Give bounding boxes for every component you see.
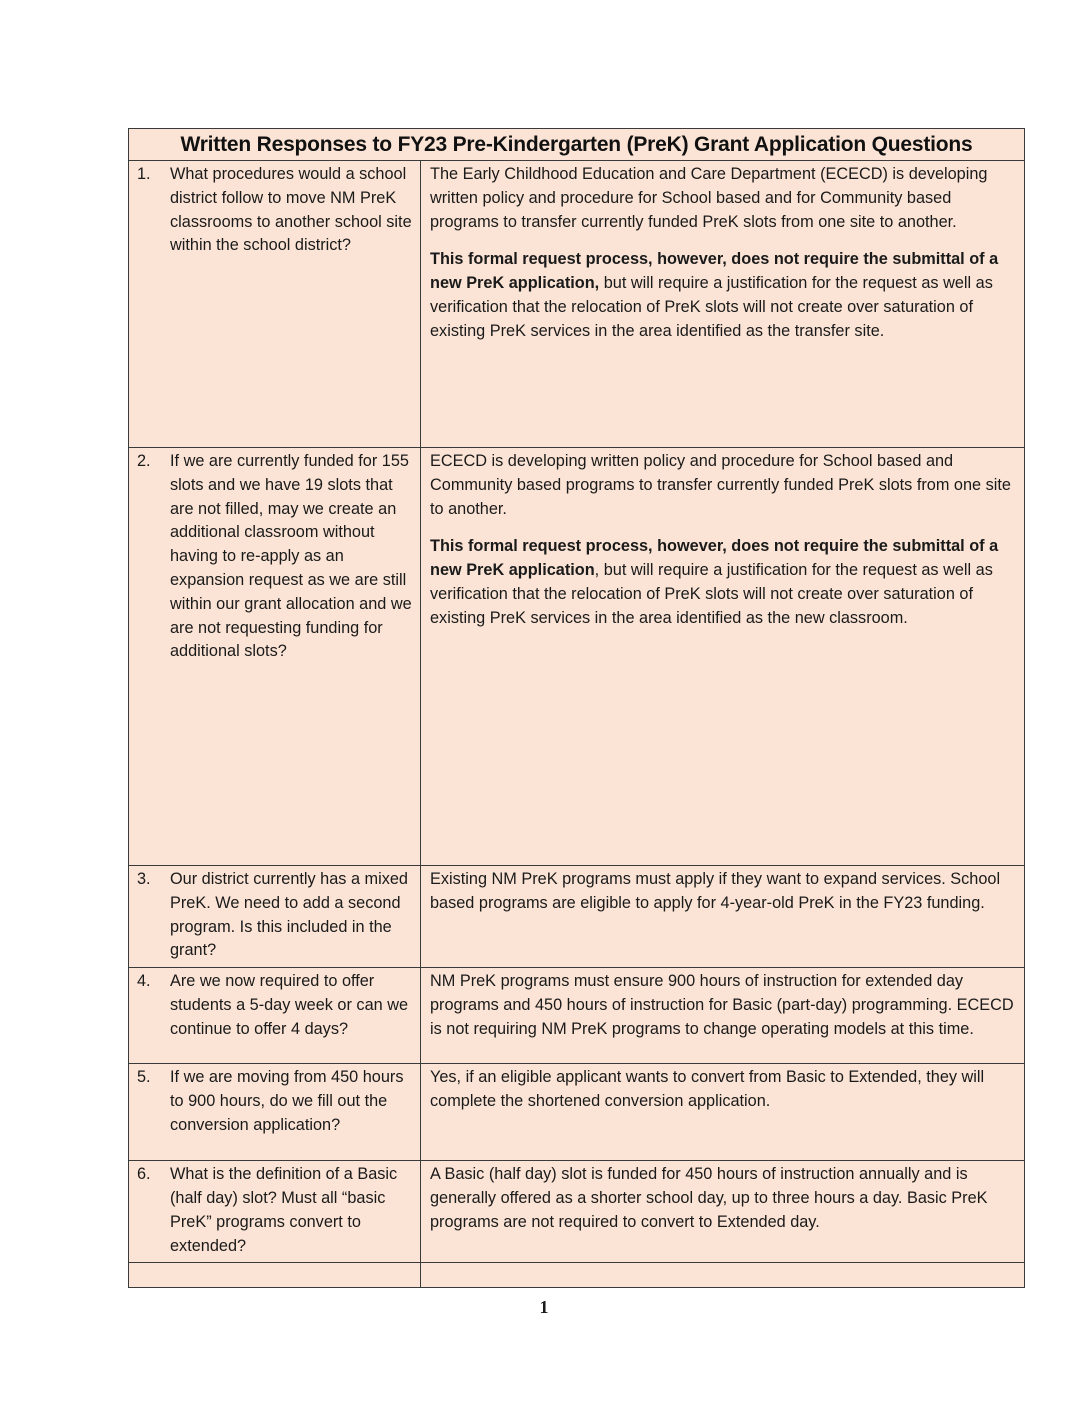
answer-text: A Basic (half day) slot is funded for 450 hours of instruction annually and is generally offered as a shorter school day, up to three hours a day. Basic PreK programs are not required to convert to Extended day. <box>430 1165 988 1231</box>
question-number: 1. <box>137 165 151 183</box>
question-cell <box>129 866 421 968</box>
table-title-row <box>129 129 1025 161</box>
question-text: Are we now required to offer students a 5-day week or can we continue to offer 4 days? <box>170 972 409 1038</box>
answer-text: , but will require a justification for the request as well as verification that the relocation of PreK slots will not create over saturation of existing PreK services in the area identified as the new classroom. <box>430 561 993 627</box>
answer-cell <box>421 968 1025 1064</box>
table-row <box>129 448 1025 866</box>
question-cell <box>129 1064 421 1161</box>
answer-paragraph <box>430 535 1016 630</box>
question-number: 4. <box>137 972 151 991</box>
table-row <box>129 1064 1025 1161</box>
question-number: 5. <box>137 1068 151 1087</box>
answer-text: Yes, if an eligible applicant wants to convert from Basic to Extended, they will complete the shortened conversion application. <box>430 1068 985 1110</box>
question-cell <box>129 161 421 448</box>
table-row <box>129 1161 1025 1263</box>
empty-cell <box>129 1263 421 1288</box>
empty-cell <box>421 1263 1025 1288</box>
answer-text: NM PreK programs must ensure 900 hours of instruction for extended day programs and 450 hours of instruction for Basic (part-day) programming. ECECD is not requiring NM PreK programs to change operating models at this time. <box>430 972 1014 1038</box>
answer-text: The Early Childhood Education and Care Department (ECECD) is developing written policy and procedure for School based and for Community based programs to transfer currently funded PreK slots from one site to another. <box>430 165 988 231</box>
question-number: 3. <box>137 870 151 888</box>
question-text: If we are moving from 450 hours to 900 hours, do we fill out the conversion application? <box>170 1068 404 1134</box>
question-cell <box>129 448 421 866</box>
table-row <box>129 161 1025 448</box>
question-text: If we are currently funded for 155 slots and we have 19 slots that are not filled, may we create an additional classroom without having to re-apply as an expansion request as we are still within our grant allocation and we are not requesting funding for additional slots? <box>170 452 412 661</box>
answer-cell <box>421 1161 1025 1263</box>
answer-bold-text: This formal request process, however, does not require the submittal of a new PreK application <box>430 537 999 580</box>
empty-table-row <box>129 1263 1025 1288</box>
answer-cell <box>421 866 1025 968</box>
question-text: Our district currently has a mixed PreK. We need to add a second program. Is this included in the grant? <box>170 870 408 960</box>
question-text: What procedures would a school district follow to move NM PreK classrooms to another school site within the school district? <box>170 165 412 255</box>
question-number: 2. <box>137 452 151 470</box>
answer-bold-text: This formal request process, however, does not require the submittal of a new PreK application, <box>430 250 999 293</box>
table-row <box>129 968 1025 1064</box>
answer-text: Existing NM PreK programs must apply if they want to expand services. School based programs are eligible to apply for 4-year-old PreK in the FY23 funding. <box>430 870 1001 912</box>
table-row <box>129 866 1025 968</box>
answer-paragraph <box>430 248 1016 343</box>
table-title: Written Responses to FY23 Pre-Kindergarten (PreK) Grant Application Questions <box>129 129 1025 161</box>
answer-cell <box>421 448 1025 866</box>
answer-cell <box>421 161 1025 448</box>
qa-table <box>128 128 1025 1288</box>
answer-cell <box>421 1064 1025 1161</box>
answer-text: ECECD is developing written policy and procedure for School based and Community based programs to transfer currently funded PreK slots from one site to another. <box>430 452 1011 518</box>
page-number: 1 <box>539 1297 549 1317</box>
question-number: 6. <box>137 1165 151 1184</box>
question-text: What is the definition of a Basic (half day) slot? Must all “basic PreK” programs convert to extended? <box>170 1165 398 1255</box>
answer-text: but will require a justification for the request as well as verification that the relocation of PreK slots will not create over saturation of existing PreK services in the area identified as the transfer site. <box>430 274 993 340</box>
question-cell <box>129 1161 421 1263</box>
question-cell <box>129 968 421 1064</box>
